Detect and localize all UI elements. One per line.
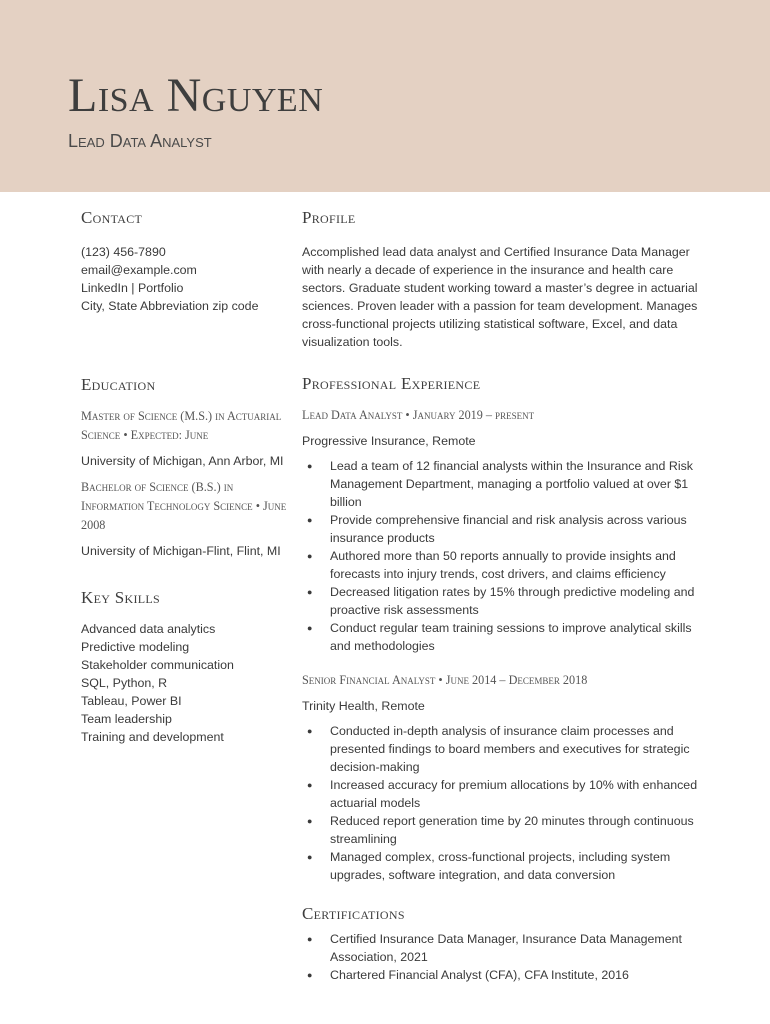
candidate-title: Lead Data Analyst [68,131,212,151]
certifications-section [302,904,702,984]
job-bullet: ● Managed complex, cross-functional projects, including system upgrades, software integration, and data conversion [302,848,702,884]
certifications-heading: Certifications [302,904,405,923]
job-bullet: ● Conducted in-depth analysis of insurance claim processes and presented findings to board members and executives for strategic decision-making [302,722,702,776]
education-item [81,478,293,560]
left-column [81,208,293,746]
contact-heading: Contact [81,208,143,227]
job-bullet: ● Reduced report generation time by 20 minutes through continuous streamlining [302,812,702,848]
certification-item: ● Certified Insurance Data Manager, Insurance Data Management Association, 2021 [302,930,702,966]
job-bullets [302,722,702,884]
job-bullet: ● Increased accuracy for premium allocations by 10% with enhanced actuarial models [302,776,702,812]
job-bullet: ● Conduct regular team training sessions to improve analytical skills and methodologies [302,619,702,655]
job-bullet: ● Decreased litigation rates by 15% through predictive modeling and proactive risk assessments [302,583,702,619]
contact-section [81,208,293,315]
job-bullet: ● Authored more than 50 reports annually to provide insights and forecasts into injury trends, cost drivers, and claims efficiency [302,547,702,583]
contact-links[interactable]: LinkedIn | Portfolio [81,281,184,295]
education-item [81,407,293,470]
profile-heading: Profile [302,208,356,227]
job-company: Progressive Insurance, Remote [302,434,476,448]
profile-section [302,208,702,351]
contact-phone: (123) 456-7890 [81,245,166,259]
skill-item: Predictive modeling [81,640,190,654]
skills-section [81,588,293,746]
job-bullet: ● Provide comprehensive financial and risk analysis across various insurance products [302,511,702,547]
job-role: Senior Financial Analyst • June 2014 – December 2018 [302,673,588,687]
education-heading: Education [81,375,156,394]
job-bullets [302,457,702,655]
skill-item: Advanced data analytics [81,622,216,636]
experience-heading: Professional Experience [302,374,481,393]
skill-item: Training and development [81,730,224,744]
education-section [81,375,293,560]
skill-item: Team leadership [81,712,172,726]
education-degree: Master of Science (M.S.) in Actuarial Science • Expected: June [81,409,282,442]
contact-email[interactable]: email@example.com [81,263,197,277]
header-band [0,0,770,192]
education-degree: Bachelor of Science (B.S.) in Information Technology Science • June 2008 [81,480,287,532]
education-school: University of Michigan-Flint, Flint, MI [81,544,281,558]
job-bullet: ● Lead a team of 12 financial analysts within the Insurance and Risk Management Department, managing a portfolio valued at over $1 billion [302,457,702,511]
right-column [302,208,702,984]
certification-item: ● Chartered Financial Analyst (CFA), CFA Institute, 2016 [302,966,702,984]
candidate-name: Lisa Nguyen [68,69,324,122]
skills-heading: Key Skills [81,588,160,607]
job-entry [302,406,702,655]
contact-address: City, State Abbreviation zip code [81,299,259,313]
skill-item: Stakeholder communication [81,658,234,672]
skill-item: SQL, Python, R [81,676,168,690]
job-role: Lead Data Analyst • January 2019 – present [302,408,535,422]
education-school: University of Michigan, Ann Arbor, MI [81,454,284,468]
experience-section [302,374,702,884]
job-entry [302,671,702,884]
skill-item: Tableau, Power BI [81,694,182,708]
profile-text: Accomplished lead data analyst and Certified Insurance Data Manager with nearly a decade of experience in the insurance and health care sectors. Graduate student working toward a master’s degree in actuarial sciences. Proven leader with a passion for team development. Manages cross-functional projects utilizing statistical software, Excel, and data visualization tools. [302,245,698,349]
job-company: Trinity Health, Remote [302,699,425,713]
certification-list [302,930,702,984]
